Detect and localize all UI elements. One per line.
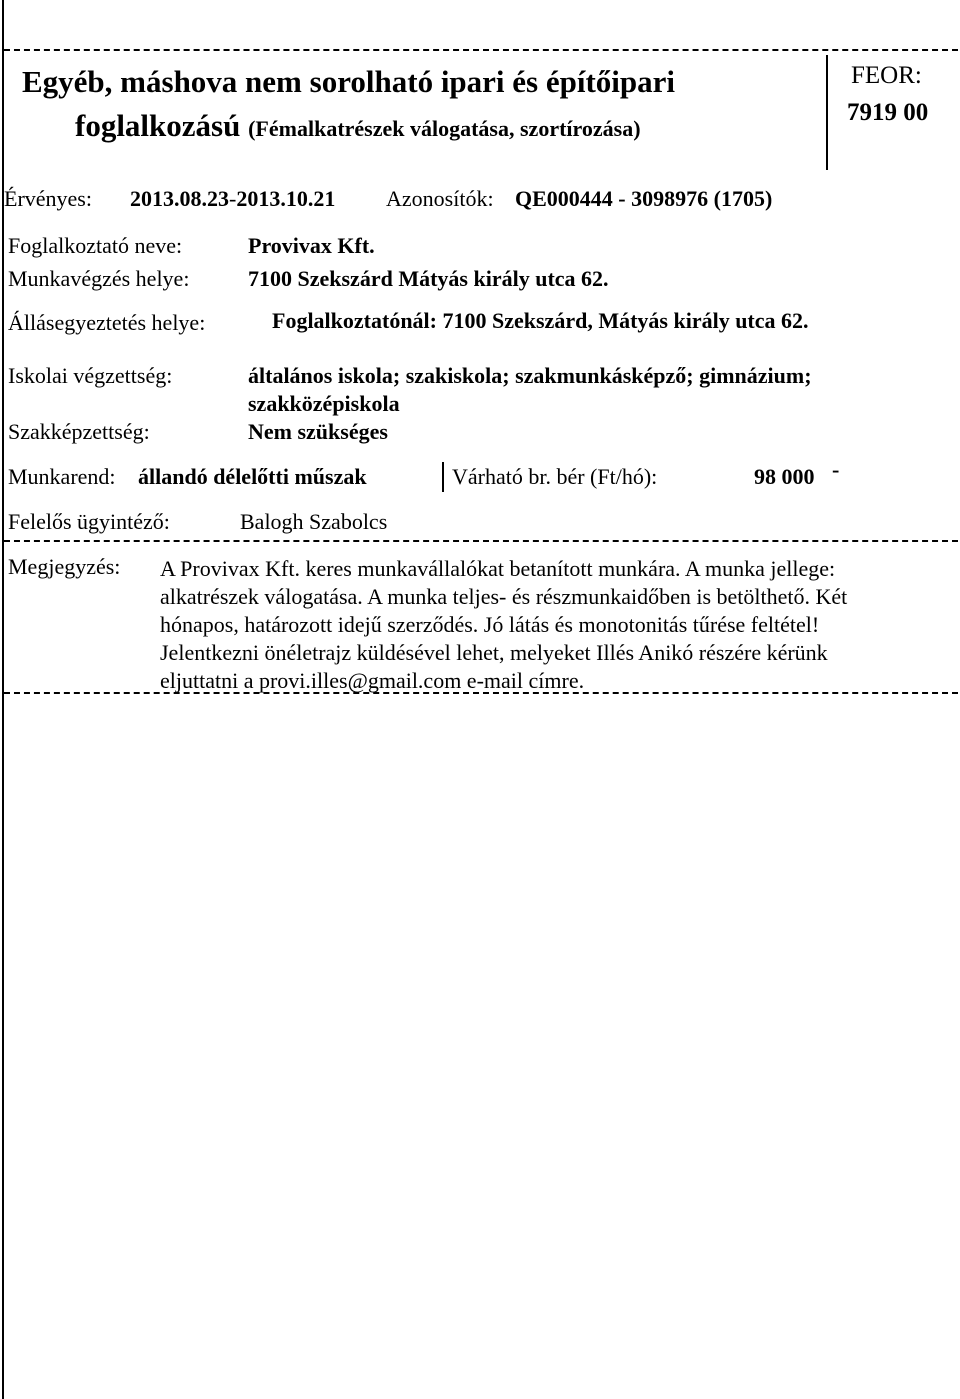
validity-label: Érvényes:: [4, 186, 92, 211]
job-title-category: foglalkozású: [75, 108, 241, 143]
workplace-value: 7100 Szekszárd Mátyás király utca 62.: [248, 266, 609, 291]
salary-label: Várható br. bér (Ft/hó):: [452, 464, 658, 489]
remarks-label: Megjegyzés:: [8, 554, 121, 579]
employer-name-label: Foglalkoztató neve:: [8, 233, 183, 258]
salary-separator: [442, 462, 444, 492]
validity-separator: -: [229, 186, 237, 211]
remarks-top-divider: [4, 540, 958, 542]
contact-person-label: Felelős ügyintéző:: [8, 509, 170, 534]
job-title-subtitle: (Fémalkatrészek válogatása, szortírozása): [248, 116, 641, 141]
validity-dates: [130, 186, 335, 212]
validity-from: 2013.08.23: [130, 186, 229, 211]
salary-suffix: -: [832, 457, 840, 482]
feor-label: FEOR:: [851, 62, 922, 89]
school-education-label: Iskolai végzettség:: [8, 363, 173, 388]
employer-name-value: Provivax Kft.: [248, 233, 375, 258]
remarks-line: Jelentkezni önéletrajz küldésével lehet, melyeket Illés Anikó részére kérünk: [160, 640, 828, 665]
remarks-line: A Provivax Kft. keres munkavállalókat betanított munkára. A munka jellege:: [160, 556, 836, 581]
feor-code: 7919 00: [847, 99, 929, 126]
bottom-dashed-divider: [4, 692, 958, 694]
job-title-line2: [75, 108, 641, 144]
qualification-label: Szakképzettség:: [8, 419, 150, 444]
identifier-value: QE000444 - 3098976 (1705): [515, 186, 773, 211]
remarks-line: eljuttatni a provi.illes@gmail.com e-mail címre.: [160, 668, 585, 693]
identifier-label: Azonosítók:: [386, 186, 494, 211]
top-dashed-divider: [4, 49, 958, 51]
school-education-value-line1: általános iskola; szakiskola; szakmunkásképző; gimnázium;: [248, 363, 812, 388]
contact-person-value: Balogh Szabolcs: [240, 509, 388, 534]
workplace-label: Munkavégzés helye:: [8, 266, 190, 291]
job-title-line1: Egyéb, máshova nem sorolható ipari és építőipari: [22, 64, 676, 99]
meeting-place-value: Foglalkoztatónál: 7100 Szekszárd, Mátyás király utca 62.: [272, 308, 809, 333]
remarks-line: alkatrészek válogatása. A munka teljes- és részmunkaidőben is betölthető. Két: [160, 584, 848, 609]
feor-separator: [826, 55, 828, 170]
meeting-place-label: Állásegyeztetés helye:: [8, 310, 206, 335]
qualification-value: Nem szükséges: [248, 419, 388, 444]
remarks-line: hónapos, határozott idejű szerződés. Jó látás és monotonitás tűrése feltétel!: [160, 612, 820, 637]
schedule-value: állandó délelőtti műszak: [138, 464, 367, 489]
salary-value: 98 000: [754, 464, 815, 489]
schedule-label: Munkarend:: [8, 464, 116, 489]
validity-to: 2013.10.21: [236, 186, 336, 211]
school-education-value-line2: szakközépiskola: [248, 391, 400, 416]
